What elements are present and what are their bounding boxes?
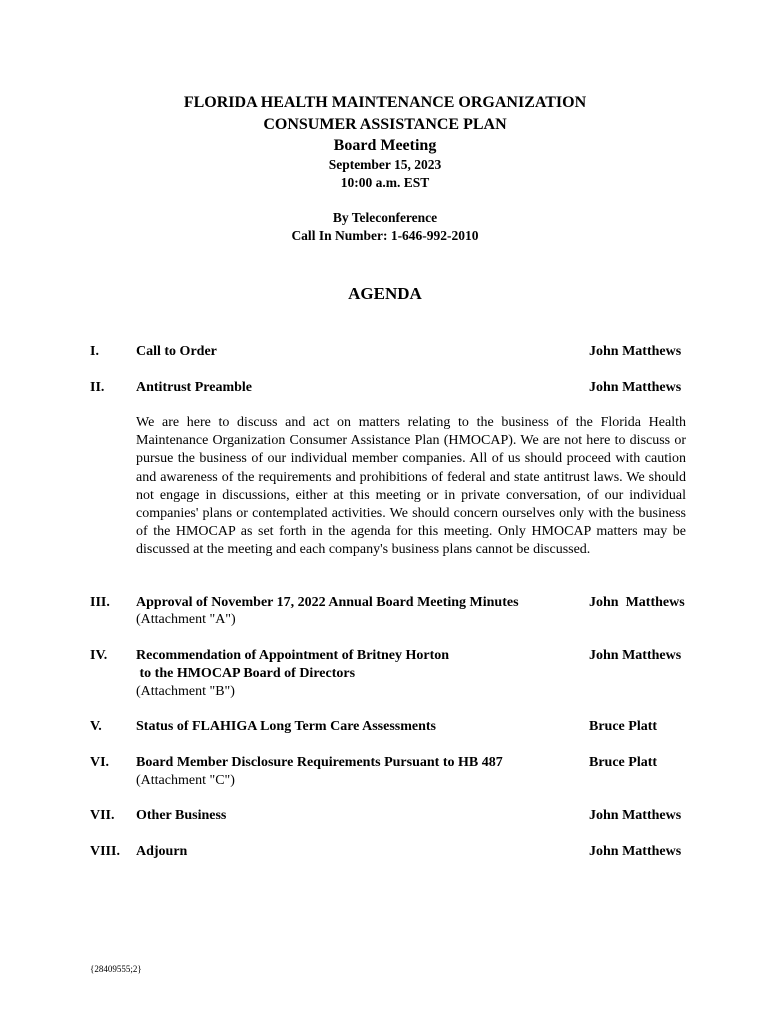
agenda-item-presenter: John Matthews [589,380,682,395]
agenda-item-title: Other Business [136,808,227,823]
org-name-line-2: CONSUMER ASSISTANCE PLAN [263,116,507,133]
agenda-item-attachment: (Attachment "C") [136,773,235,788]
org-name-line-1: FLORIDA HEALTH MAINTENANCE ORGANIZATION [183,94,587,111]
agenda-item-presenter: John Matthews [589,595,685,610]
agenda-item-number: VII. [90,808,115,823]
meeting-type: Board Meeting [333,137,437,154]
document-id-footer: {28409555;2} [90,964,142,974]
antitrust-preamble-text: We are here to discuss and act on matters relating to the business of the Florida Health Maintenance Organization Consumer Assistance Plan (HMOCAP). We are not here to discuss or pursue the business of our individual member companies. All of us should proceed with caution and awareness of the requirements and prohibitions of federal and state antitrust laws. We should not engage in discussions, either at this meeting or in private conversation, of our individual companies' plans or contemplated activities. We should concern ourselves only with the business of the HMOCAP as set forth in the agenda for this meeting. Only HMOCAP matters may be discussed at the meeting and each company's business plans cannot be discussed. [136,415,686,558]
agenda-item-number: V. [90,719,102,734]
agenda-item-title: Antitrust Preamble [136,380,252,395]
agenda-item-number: I. [90,344,99,359]
agenda-item-number: IV. [90,648,108,663]
call-in-number: Call In Number: 1-646-992-2010 [291,228,479,243]
agenda-title: AGENDA [348,284,422,303]
agenda-item-title: Adjourn [136,844,188,859]
agenda-item-presenter: John Matthews [589,808,682,823]
agenda-item-attachment: (Attachment "A") [136,612,236,627]
agenda-item-title: Call to Order [136,344,217,359]
agenda-item-title: Approval of November 17, 2022 Annual Board Meeting Minutes [136,595,519,610]
agenda-item-attachment: (Attachment "B") [136,684,235,699]
agenda-item-number: VIII. [90,844,120,859]
meeting-time: 10:00 a.m. EST [340,175,430,190]
agenda-item-number: II. [90,380,105,395]
agenda-item-presenter: John Matthews [589,344,682,359]
meeting-method: By Teleconference [332,210,438,225]
meeting-date: September 15, 2023 [328,157,442,172]
agenda-item-title: Status of FLAHIGA Long Term Care Assessments [136,719,436,734]
agenda-item-title-continued: to the HMOCAP Board of Directors [136,666,356,681]
agenda-item-presenter: Bruce Platt [589,719,658,734]
agenda-item-number: III. [90,595,110,610]
agenda-item-title: Board Member Disclosure Requirements Pursuant to HB 487 [136,755,503,770]
agenda-item-number: VI. [90,755,110,770]
agenda-item-title: Recommendation of Appointment of Britney Horton [136,648,450,663]
agenda-item-presenter: John Matthews [589,648,682,663]
agenda-item-presenter: John Matthews [589,844,682,859]
agenda-item-presenter: Bruce Platt [589,755,658,770]
